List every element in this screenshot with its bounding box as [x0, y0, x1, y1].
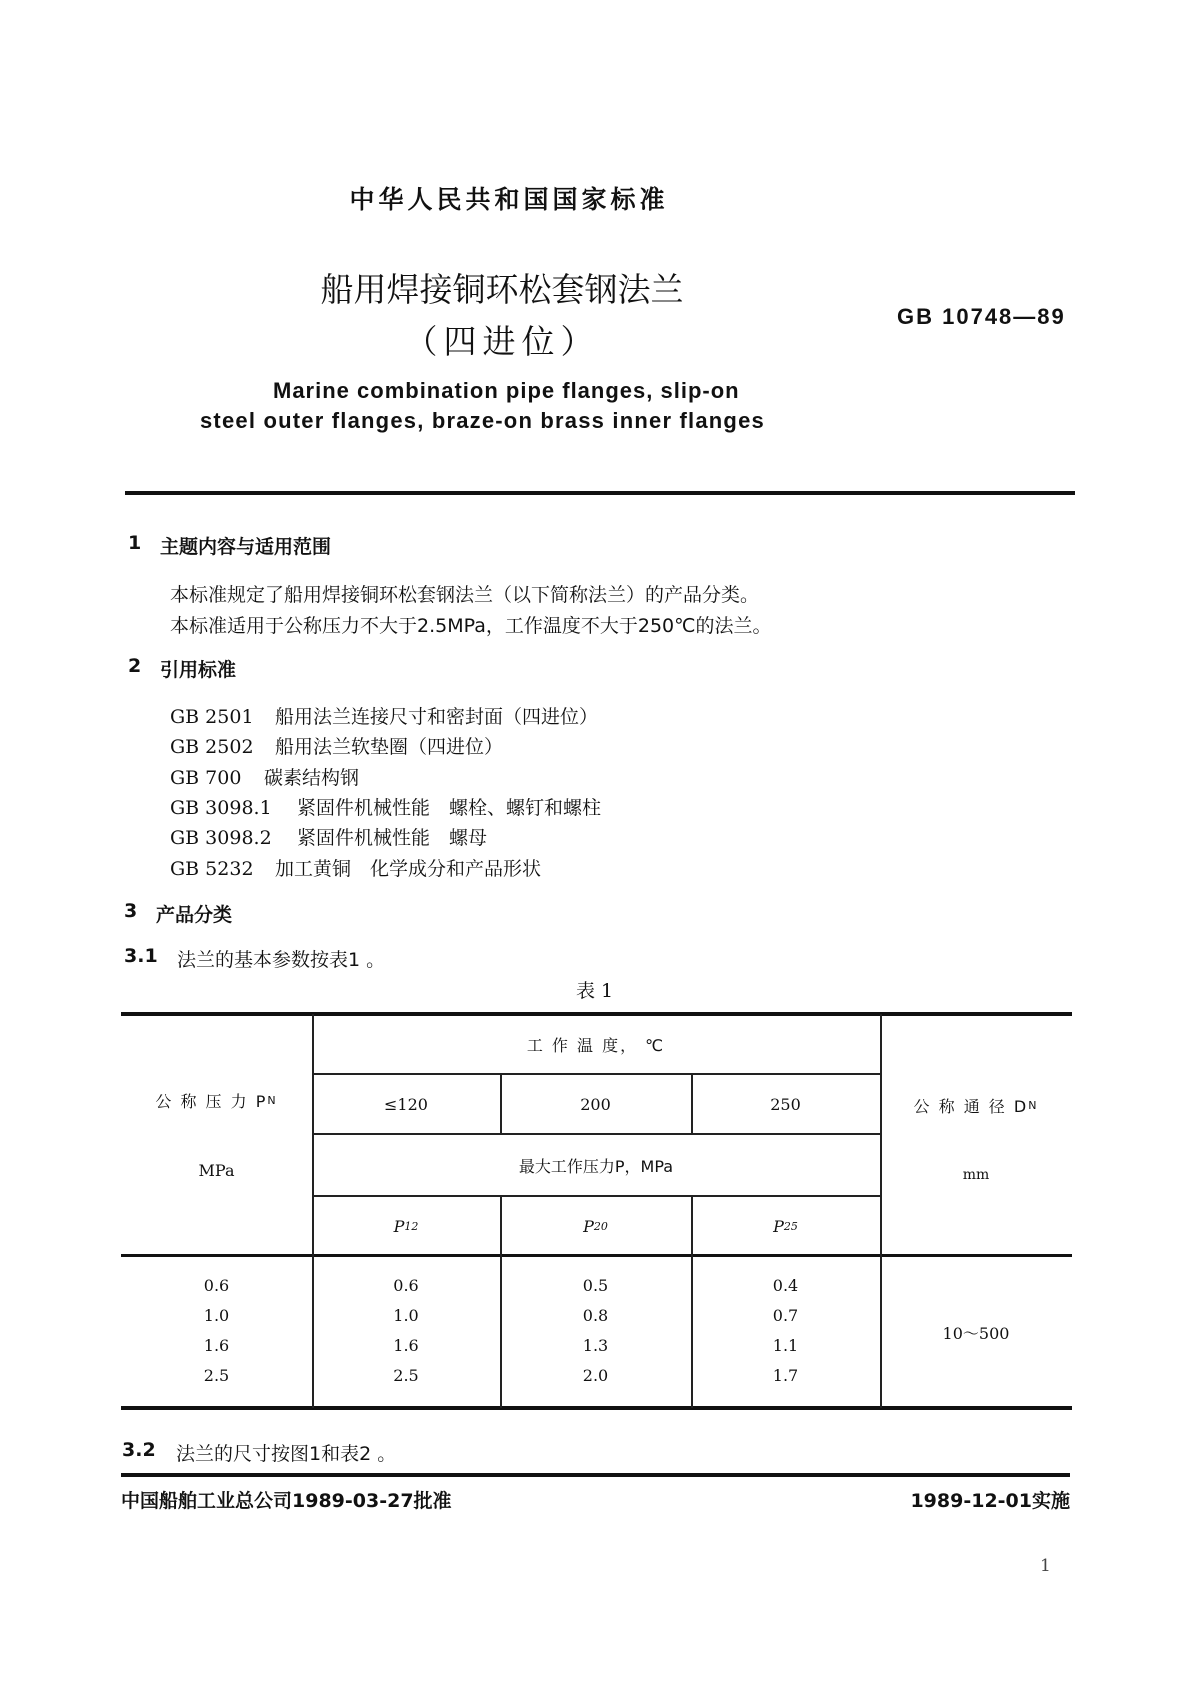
reference-item [170, 763, 359, 790]
pn-unit: MPa [198, 1160, 235, 1180]
approval-note: 中国船舶工业总公司1989-03-27批准 [121, 1490, 452, 1512]
reference-item [170, 732, 503, 759]
table-cell: 1.0 [393, 1305, 419, 1325]
p-subscript: 12 [404, 1219, 419, 1233]
table-cell: 2.5 [393, 1365, 419, 1385]
table-cell: 0.4 [772, 1275, 799, 1295]
p-symbol: P [393, 1216, 405, 1236]
p-label [691, 1196, 880, 1256]
section-1-para-1: 本标准规定了船用焊接铜环松套钢法兰（以下简称法兰）的产品分类。 [170, 584, 760, 606]
table-cell: 2.5 [203, 1365, 230, 1385]
reference-code: GB 2501 [170, 706, 254, 728]
english-title-line2: steel outer flanges, braze-on brass inner flanges [200, 408, 765, 433]
reference-title: 船用法兰连接尺寸和密封面（四进位） [275, 706, 599, 728]
reference-code: GB 2502 [170, 736, 254, 758]
p-subscript: 25 [783, 1219, 798, 1233]
temp-value: 250 [770, 1094, 801, 1114]
dn-header [880, 1090, 1072, 1120]
document-title: 船用焊接铜环松套钢法兰 [320, 270, 684, 309]
section-2-number: 2 [128, 655, 142, 677]
table-cell: 0.8 [582, 1305, 609, 1325]
section-3-1-number: 3.1 [124, 945, 158, 967]
table-cell: 1.3 [582, 1335, 609, 1355]
section-3-1-text: 法兰的基本参数按表1 。 [177, 949, 386, 971]
reference-code: GB 5232 [170, 858, 254, 880]
p-symbol: P [583, 1216, 594, 1236]
section-3-2-text: 法兰的尺寸按图1和表2 。 [176, 1443, 397, 1465]
reference-code: GB 3098.1 [170, 797, 272, 819]
table-cell: 1.6 [393, 1335, 419, 1355]
p-label [500, 1196, 691, 1256]
section-3-title: 产品分类 [156, 904, 233, 926]
section-3-number: 3 [124, 900, 138, 922]
reference-code: GB 700 [170, 767, 242, 789]
p-symbol: P [773, 1216, 784, 1236]
page-number: 1 [1040, 1556, 1051, 1576]
table-cell: 1.0 [203, 1305, 230, 1325]
standard-number: GB 10748—89 [897, 304, 1066, 329]
dn-label: 公 称 通 径 D [913, 1096, 1029, 1116]
effective-date: 1989-12-01实施 [910, 1490, 1070, 1512]
reference-item [170, 823, 487, 850]
english-title-line1: Marine combination pipe flanges, slip-on [273, 378, 740, 403]
pn-label: 公 称 压 力 P [155, 1091, 268, 1111]
pn-header [121, 1085, 312, 1115]
table-bottom-rule [121, 1406, 1072, 1410]
temp-header: 工 作 温 度， ℃ [526, 1035, 666, 1055]
dn-value: 10～500 [942, 1323, 1010, 1343]
p-label [312, 1196, 500, 1256]
reference-title: 船用法兰软垫圈（四进位） [275, 736, 504, 758]
dn-unit: mm [962, 1167, 990, 1183]
table-cell: 0.6 [203, 1275, 230, 1295]
table-col-line [880, 1014, 882, 1408]
table-cell: 1.7 [772, 1365, 799, 1385]
table-cell: 0.7 [772, 1305, 799, 1325]
reference-item [170, 854, 541, 881]
max-pressure-header: 最大工作压力P，MPa [518, 1156, 674, 1176]
reference-title: 紧固件机械性能 螺母 [297, 827, 488, 849]
section-1-number: 1 [128, 532, 142, 554]
table-cell: 0.5 [582, 1275, 609, 1295]
temp-value: 200 [580, 1094, 611, 1114]
reference-code: GB 3098.2 [170, 827, 272, 849]
reference-item [170, 793, 601, 820]
reference-title: 碳素结构钢 [264, 767, 360, 789]
table-cell: 0.6 [393, 1275, 419, 1295]
table-cell: 1.1 [772, 1335, 799, 1355]
dn-subscript: N [1028, 1098, 1039, 1112]
reference-title: 加工黄铜 化学成分和产品形状 [275, 858, 542, 880]
pn-subscript: N [267, 1093, 278, 1107]
reference-item [170, 702, 598, 729]
section-3-2-number: 3.2 [122, 1439, 156, 1461]
footer-divider [121, 1473, 1070, 1477]
header-divider [125, 491, 1075, 495]
p-subscript: 20 [593, 1219, 608, 1233]
document-subtitle: （四进位） [404, 322, 600, 361]
table-cell: 1.6 [203, 1335, 230, 1355]
reference-title: 紧固件机械性能 螺栓、螺钉和螺柱 [297, 797, 602, 819]
table-cell: 2.0 [582, 1365, 609, 1385]
section-1-para-2: 本标准适用于公称压力不大于2.5MPa，工作温度不大于250℃的法兰。 [170, 615, 772, 637]
national-standard-heading: 中华人民共和国国家标准 [349, 185, 669, 214]
section-1-title: 主题内容与适用范围 [160, 536, 332, 558]
table-caption: 表 1 [576, 980, 614, 1002]
temp-value: ≤120 [384, 1094, 428, 1114]
section-2-title: 引用标准 [160, 659, 237, 681]
